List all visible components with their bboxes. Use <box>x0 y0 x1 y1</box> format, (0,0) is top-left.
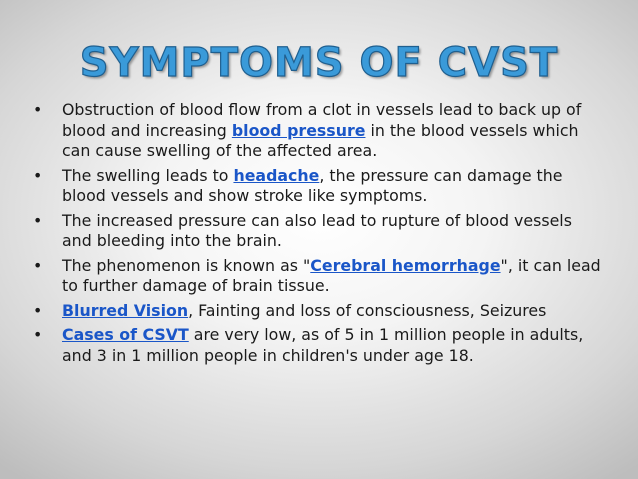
headache-link[interactable]: headache <box>233 165 320 185</box>
blood-pressure-link[interactable]: blood pressure <box>231 120 366 140</box>
bullet-icon: • <box>33 255 43 275</box>
bullet-item <box>30 211 605 252</box>
bullet-text: , the pressure can damage the blood vessels and show stroke like symptoms. <box>62 165 563 205</box>
bullet-item <box>30 100 605 162</box>
bullet-icon: • <box>33 165 43 185</box>
bullet-text: The increased pressure can also lead to rupture of blood vessels and bleeding into the brain. <box>62 210 572 250</box>
bullet-item <box>30 166 605 207</box>
blurred-vision-link[interactable]: Blurred Vision <box>62 300 189 320</box>
bullet-icon: • <box>33 100 43 119</box>
cases-of-csvt-link[interactable]: Cases of CSVT <box>62 325 189 344</box>
bullet-text: The swelling leads to <box>62 165 234 185</box>
bullet-text: in the blood vessels which can cause swelling of the affected area. <box>62 120 579 160</box>
bullet-text: ", it can lead to further damage of brain tissue. <box>62 255 601 295</box>
slide-title: SYMPTOMS OF CVST <box>79 40 559 86</box>
bullet-icon: • <box>33 300 43 320</box>
bullet-icon: • <box>33 325 43 344</box>
bullet-text: The phenomenon is known as " <box>62 255 311 275</box>
bullet-list <box>30 100 605 370</box>
bullet-item <box>30 256 605 297</box>
bullet-item <box>30 301 605 322</box>
bullet-icon: • <box>33 210 43 230</box>
cerebral-hemorrhage-link[interactable]: Cerebral hemorrhage <box>310 255 501 275</box>
bullet-text: , Fainting and loss of consciousness, Seizures <box>188 300 547 320</box>
bullet-item <box>30 325 605 366</box>
bullet-text: Obstruction of blood flow from a clot in vessels lead to back up of blood and increasing <box>62 100 582 140</box>
bullet-text: are very low, as of 5 in 1 million people in adults, and 3 in 1 million people in children's under age 18. <box>62 325 584 365</box>
